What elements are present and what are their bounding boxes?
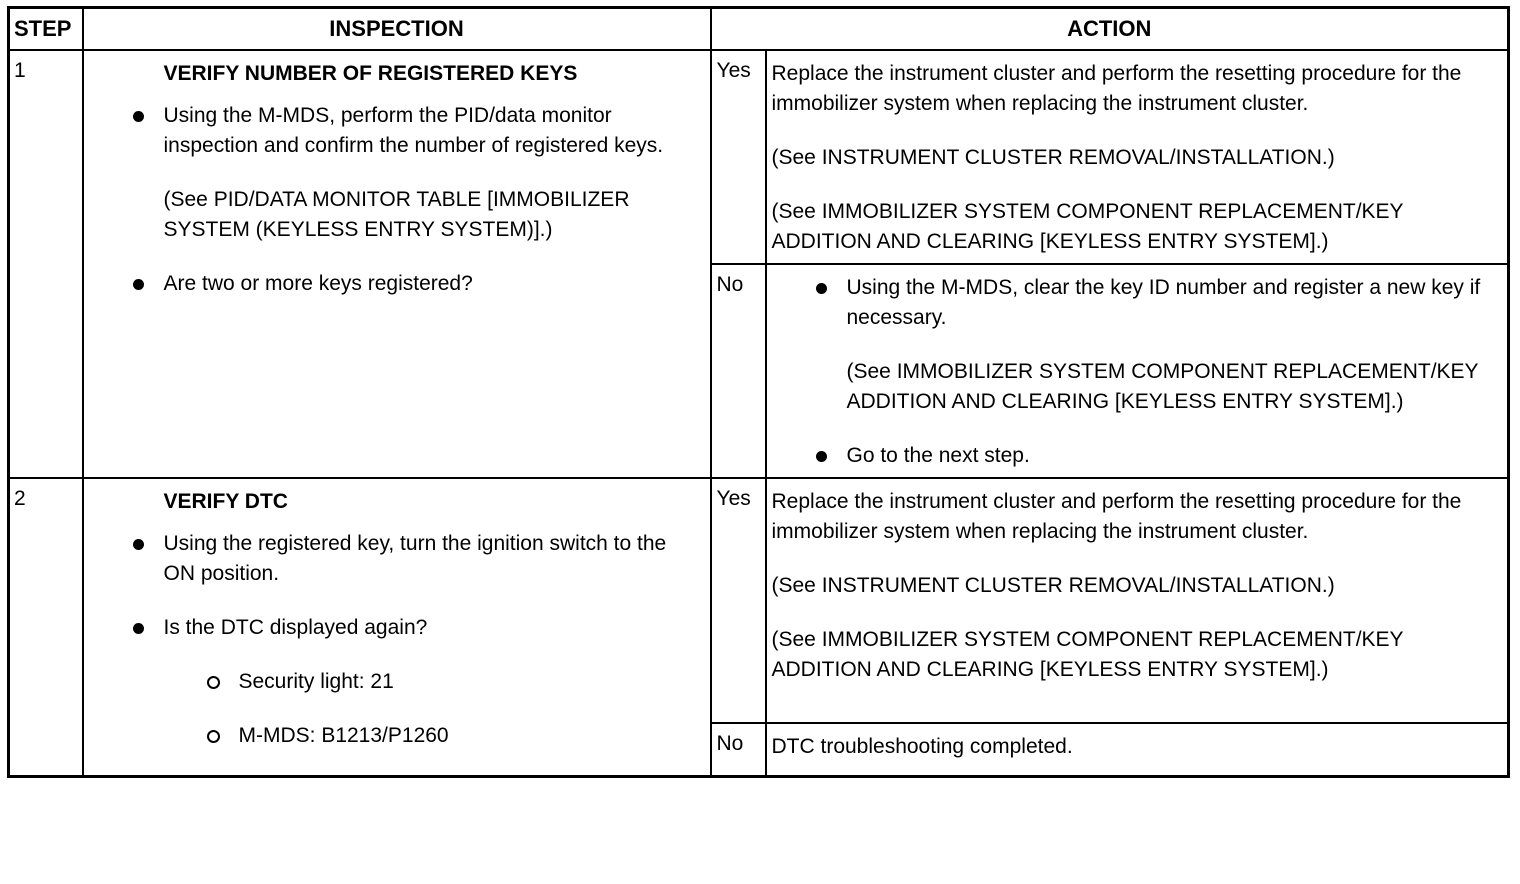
bullet-icon bbox=[816, 451, 827, 462]
sub-bullet bbox=[239, 667, 700, 697]
bullet-text: Are two or more keys registered? bbox=[163, 272, 473, 295]
reference-note: (See PID/DATA MONITOR TABLE [IMMOBILIZER SYSTEM (KEYLESS ENTRY SYSTEM)].) bbox=[163, 188, 630, 241]
action-reference: (See INSTRUMENT CLUSTER REMOVAL/INSTALLATION.) bbox=[771, 574, 1335, 597]
inspection-cell bbox=[83, 50, 711, 478]
step-number: 1 bbox=[9, 50, 83, 478]
sub-bullet-text: Security light: 21 bbox=[238, 670, 394, 693]
step-header: STEP bbox=[9, 8, 83, 51]
bullet-text: Using the M-MDS, clear the key ID number and register a new key if necessary. bbox=[846, 276, 1481, 329]
inspection-cell bbox=[83, 478, 711, 777]
bullet-icon bbox=[133, 623, 144, 634]
sub-bullet bbox=[239, 721, 700, 751]
action-text: Replace the instrument cluster and perform the resetting procedure for the immobilizer system when replacing the instrument cluster. bbox=[771, 490, 1462, 543]
ring-bullet-icon bbox=[207, 676, 220, 689]
step-number: 2 bbox=[9, 478, 83, 777]
bullet-text: Using the M-MDS, perform the PID/data monitor inspection and confirm the number of registered keys. bbox=[163, 104, 664, 157]
no-action-cell bbox=[766, 723, 1509, 776]
bullet-icon bbox=[816, 283, 827, 294]
bullet-icon bbox=[133, 111, 144, 122]
bullet-text: Is the DTC displayed again? bbox=[163, 616, 428, 639]
action-reference: (See IMMOBILIZER SYSTEM COMPONENT REPLACEMENT/KEY ADDITION AND CLEARING [KEYLESS ENTRY SYSTEM].) bbox=[771, 200, 1404, 253]
inspection-heading: VERIFY DTC bbox=[163, 490, 288, 513]
yes-label: Yes bbox=[711, 478, 766, 723]
yes-action-cell bbox=[766, 478, 1509, 723]
no-label: No bbox=[711, 264, 766, 478]
action-header: ACTION bbox=[711, 8, 1509, 51]
ring-bullet-icon bbox=[207, 730, 220, 743]
action-text: Replace the instrument cluster and perform the resetting procedure for the immobilizer system when replacing the instrument cluster. bbox=[771, 62, 1462, 115]
action-reference: (See IMMOBILIZER SYSTEM COMPONENT REPLACEMENT/KEY ADDITION AND CLEARING [KEYLESS ENTRY SYSTEM].) bbox=[846, 360, 1479, 413]
inspection-question bbox=[164, 269, 700, 299]
header-row bbox=[9, 8, 1509, 51]
action-bullet bbox=[847, 273, 1498, 333]
action-reference: (See INSTRUMENT CLUSTER REMOVAL/INSTALLATION.) bbox=[771, 146, 1335, 169]
inspection-question bbox=[164, 613, 700, 643]
inspection-header: INSPECTION bbox=[83, 8, 711, 51]
bullet-icon bbox=[133, 539, 144, 550]
yes-action-cell bbox=[766, 50, 1509, 264]
step-2-yes-row bbox=[9, 478, 1509, 723]
action-text: DTC troubleshooting completed. bbox=[771, 735, 1073, 759]
bullet-icon bbox=[133, 279, 144, 290]
action-reference: (See IMMOBILIZER SYSTEM COMPONENT REPLACEMENT/KEY ADDITION AND CLEARING [KEYLESS ENTRY SYSTEM].) bbox=[771, 628, 1404, 681]
inspection-bullet bbox=[164, 101, 700, 161]
sub-bullet-text: M-MDS: B1213/P1260 bbox=[238, 724, 449, 747]
yes-label: Yes bbox=[711, 50, 766, 264]
action-bullet bbox=[847, 441, 1498, 471]
step-1-yes-row bbox=[9, 50, 1509, 264]
inspection-bullet bbox=[164, 529, 700, 589]
no-action-cell bbox=[766, 264, 1509, 478]
bullet-text: Go to the next step. bbox=[846, 444, 1030, 467]
procedure-table bbox=[7, 6, 1510, 778]
bullet-text: Using the registered key, turn the ignition switch to the ON position. bbox=[163, 532, 667, 585]
inspection-heading: VERIFY NUMBER OF REGISTERED KEYS bbox=[163, 62, 578, 85]
no-label: No bbox=[711, 723, 766, 776]
